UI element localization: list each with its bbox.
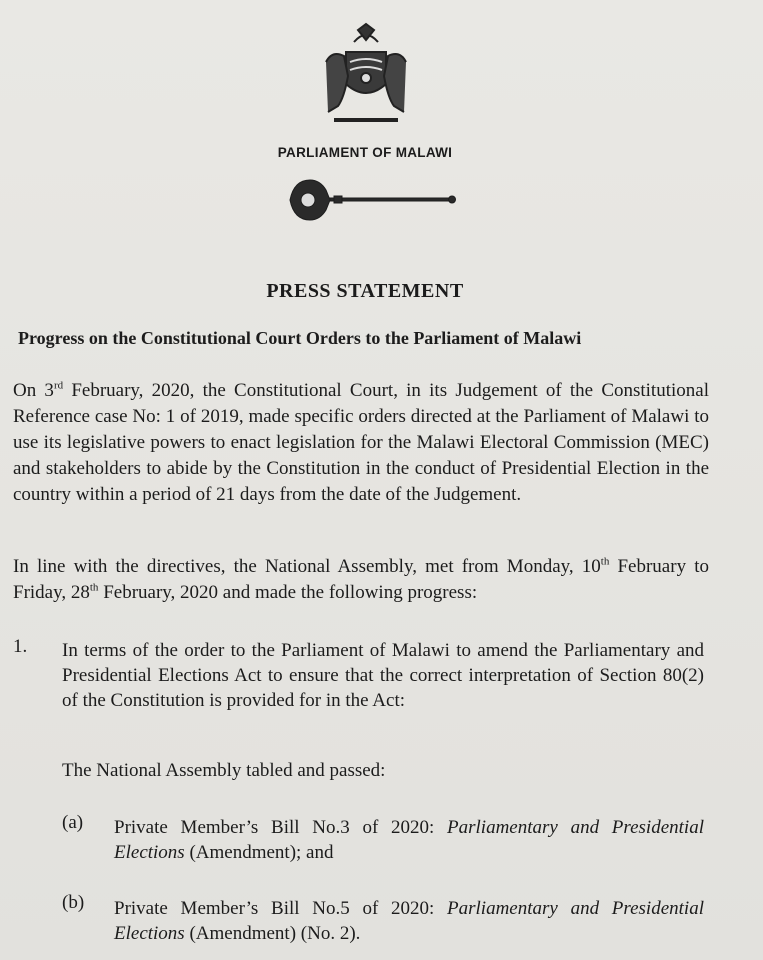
tabled-and-passed: The National Assembly tabled and passed: bbox=[62, 760, 386, 781]
parliamentary-mace-icon bbox=[282, 172, 462, 228]
paragraph-judgement: On 3rd February, 2020, the Constitutional Court, in its Judgement of the Constitutional Reference case No: 1 of 2019, made specific orders directed at the Parliament of Malawi to use its legislative powers to enact legislation for the Malawi Electoral Commission (MEC) and stakeholders to abide by the Constitution in the conduct of Presidential Election in the country within a period of 21 days from the date of the Judgement. bbox=[13, 379, 709, 505]
document-title: PRESS STATEMENT bbox=[266, 280, 464, 302]
sub-item-a-label: (a) bbox=[62, 812, 84, 833]
organization-name: PARLIAMENT OF MALAWI bbox=[277, 145, 453, 160]
sub-item-b-text: Private Member’s Bill No.5 of 2020: Parliamentary and Presidential Elections (Amendment) (No. 2). bbox=[114, 898, 704, 944]
sub-item-a-text: Private Member’s Bill No.3 of 2020: Parliamentary and Presidential Elections (Amendment); and bbox=[114, 817, 704, 863]
paragraph-directives: In line with the directives, the National Assembly, met from Monday, 10th February to Friday, 28th February, 2020 and made the following progress: bbox=[13, 555, 709, 603]
item-number: 1. bbox=[13, 636, 28, 657]
document-subtitle: Progress on the Constitutional Court Orders to the Parliament of Malawi bbox=[18, 328, 582, 348]
item-text: In terms of the order to the Parliament of Malawi to amend the Parliamentary and Presidential Elections Act to ensure that the correct interpretation of Section 80(2) of the Constitution is provided for in the Act: bbox=[62, 640, 704, 711]
malawi-coat-of-arms-icon bbox=[316, 22, 416, 132]
sub-item-b-label: (b) bbox=[62, 892, 85, 913]
